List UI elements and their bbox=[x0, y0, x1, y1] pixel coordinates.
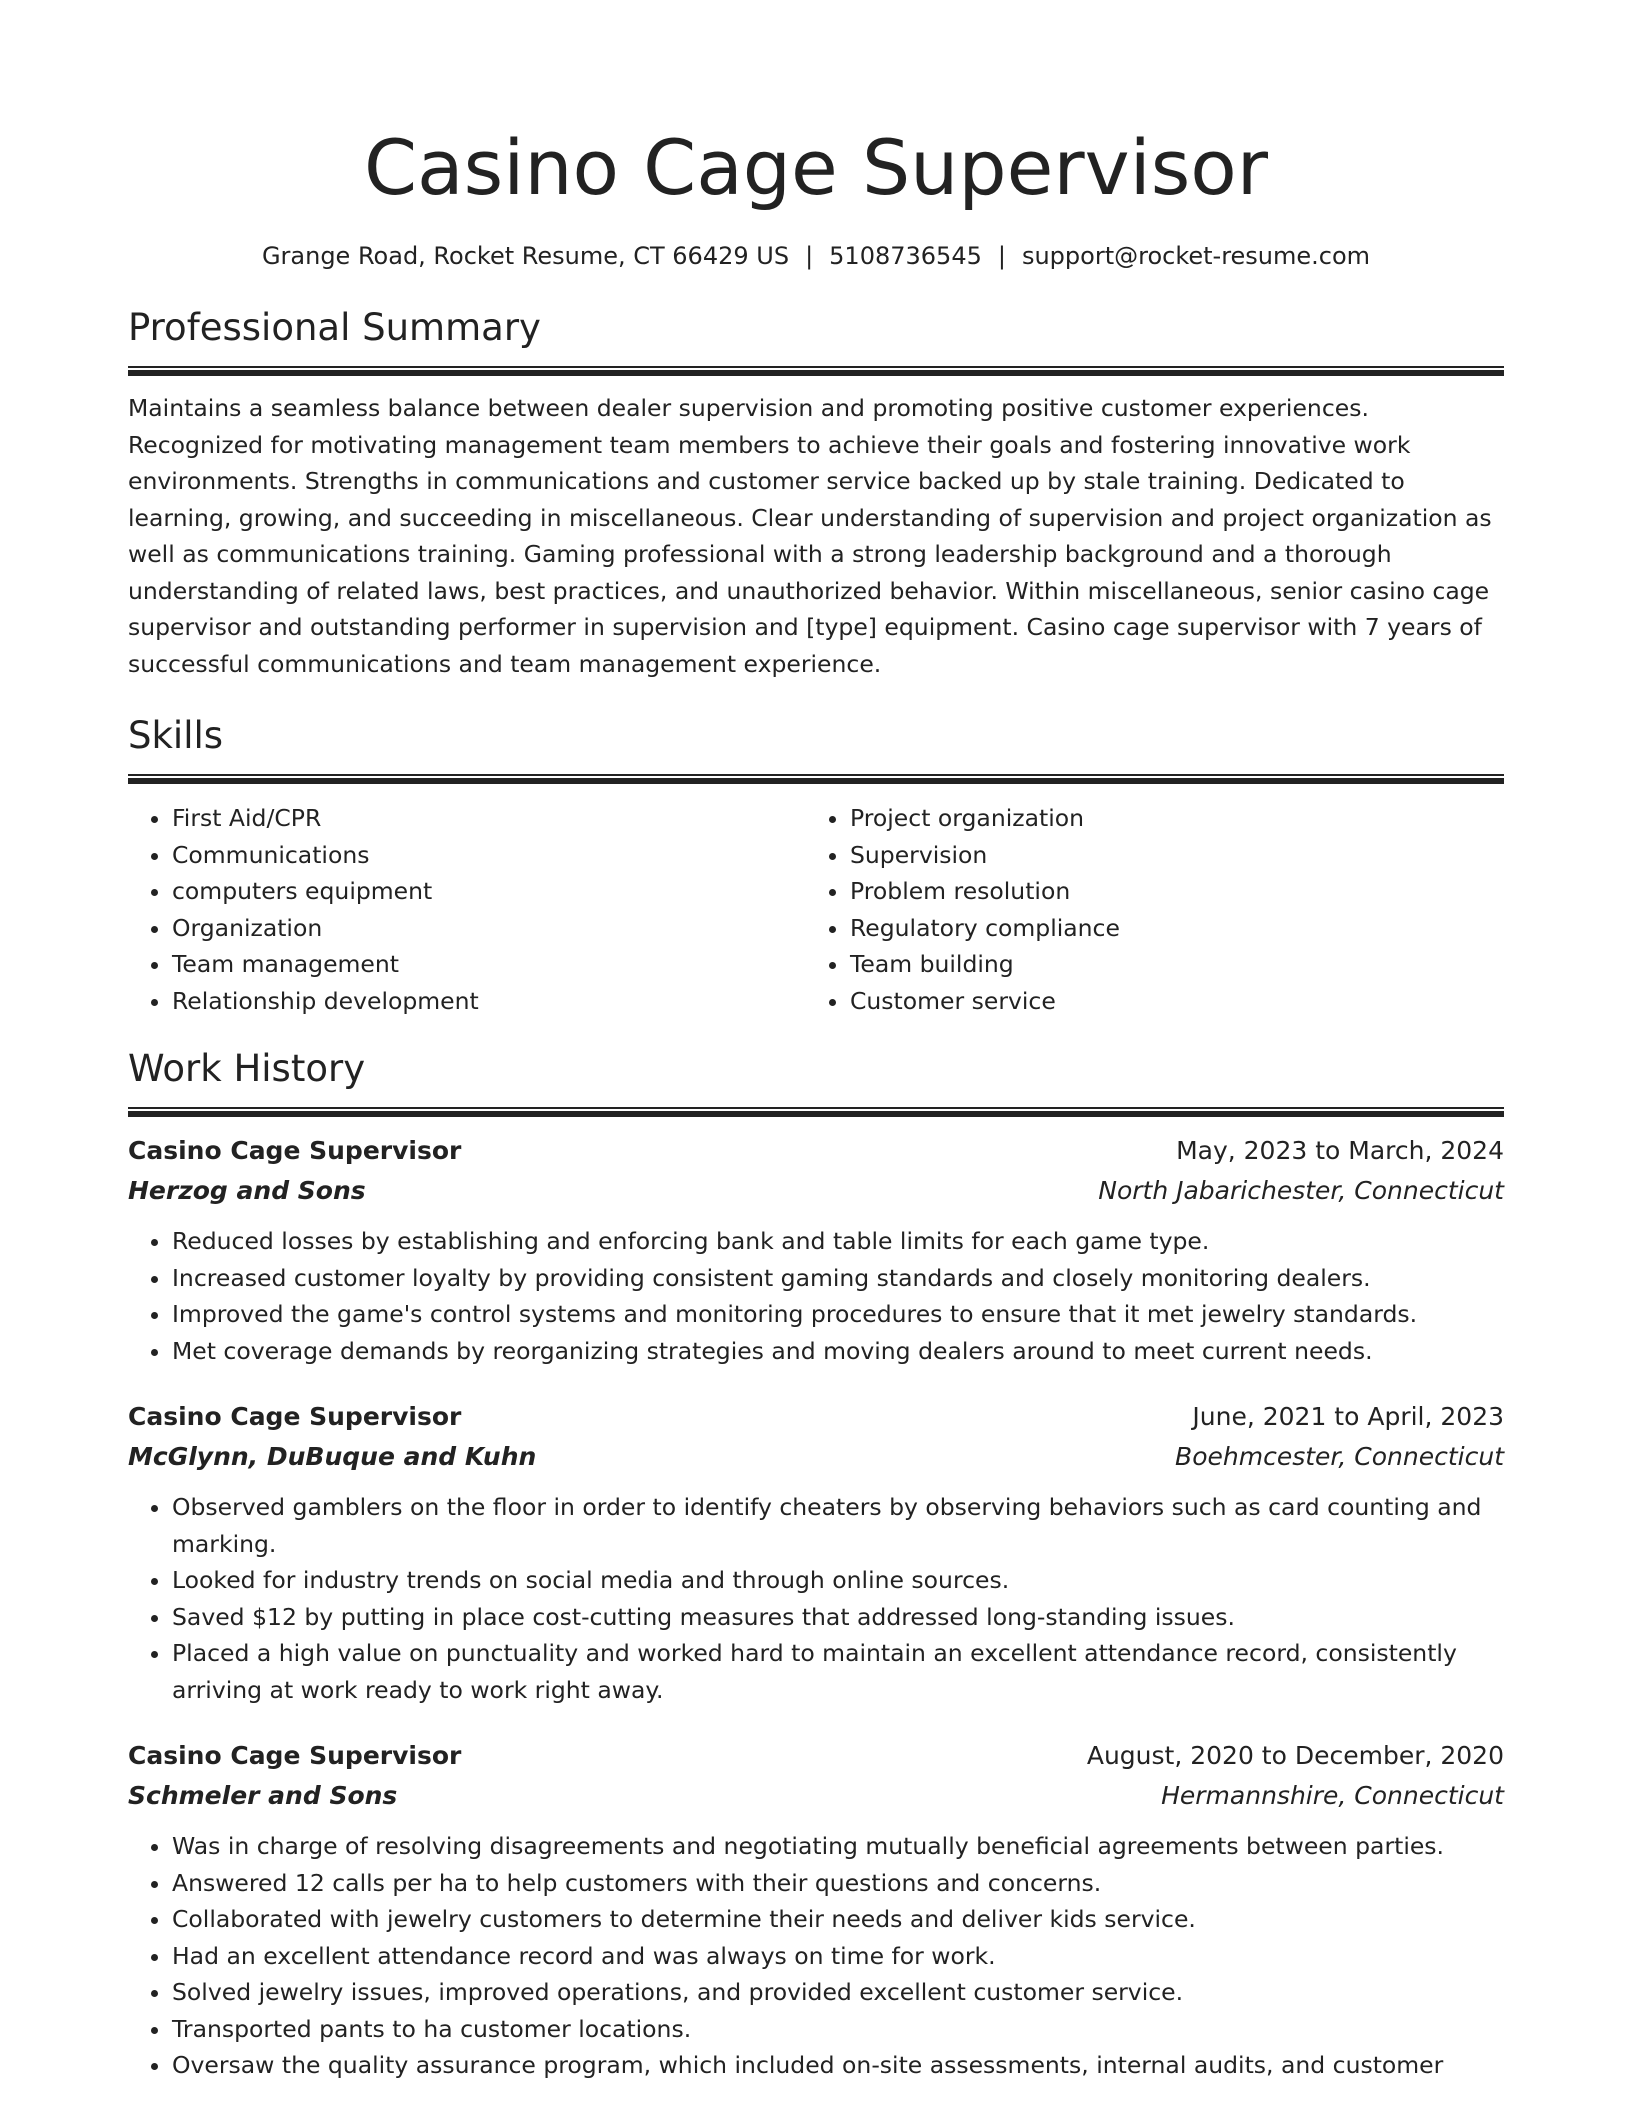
job-bullet: • Reduced losses by establishing and enforcing bank and table limits for each game type. bbox=[172, 1223, 1504, 1260]
job-bullet: • Collaborated with jewelry customers to determine their needs and deliver kids service. bbox=[172, 1901, 1504, 1938]
section-divider bbox=[128, 1107, 1504, 1117]
job-company: Schmeler and Sons bbox=[128, 1781, 398, 1810]
skill-item: • Team building bbox=[850, 946, 1484, 983]
skills-column-right bbox=[806, 800, 1484, 1019]
job-company: Herzog and Sons bbox=[128, 1176, 366, 1205]
contact-phone: 5108736545 bbox=[829, 242, 982, 270]
job-entry bbox=[128, 1736, 1504, 2084]
contact-email: support@rocket-resume.com bbox=[1021, 242, 1371, 270]
skill-item: • Problem resolution bbox=[850, 873, 1484, 910]
job-company-row bbox=[128, 1171, 1504, 1211]
job-bullet: • Answered 12 calls per ha to help customers with their questions and concerns. bbox=[172, 1865, 1504, 1902]
skill-item: • computers equipment bbox=[172, 873, 806, 910]
skills-list-left bbox=[128, 800, 806, 1019]
job-dates: August, 2020 to December, 2020 bbox=[1086, 1741, 1504, 1770]
work-section bbox=[128, 1045, 1504, 2084]
job-company-row bbox=[128, 1776, 1504, 1816]
job-header-row bbox=[128, 1736, 1504, 1776]
job-dates: May, 2023 to March, 2024 bbox=[1176, 1136, 1504, 1165]
section-divider bbox=[128, 366, 1504, 376]
job-bullets bbox=[128, 1828, 1504, 2084]
contact-address: Grange Road, Rocket Resume, CT 66429 US bbox=[261, 242, 790, 270]
skill-item: • Relationship development bbox=[172, 983, 806, 1020]
job-dates: June, 2021 to April, 2023 bbox=[1192, 1402, 1504, 1431]
section-heading-work: Work History bbox=[128, 1047, 366, 1090]
summary-section bbox=[128, 304, 1504, 682]
job-bullet: • Increased customer loyalty by providing consistent gaming standards and closely monitoring dealers. bbox=[172, 1260, 1504, 1297]
summary-text: Maintains a seamless balance between dealer supervision and promoting positive customer experiences. Recognized for motivating management team members to achieve their goals and fostering innovative work environments. Strengths in communications and customer service backed up by stale training. Dedicated to learning, growing, and succeeding in miscellaneous. Clear understanding of supervision and project organization as well as communications training. Gaming professional with a strong leadership background and a thorough understanding of related laws, best practices, and unauthorized behavior. Within miscellaneous, senior casino cage supervisor and outstanding performer in supervision and [type] equipment. Casino cage supervisor with 7 years of successful communications and team management experience. bbox=[128, 394, 1492, 678]
job-title: Casino Cage Supervisor bbox=[128, 1136, 462, 1165]
job-bullet: • Observed gamblers on the floor in order to identify cheaters by observing behaviors such as card counting and marking. bbox=[172, 1489, 1504, 1562]
skills-grid bbox=[128, 800, 1504, 1019]
job-bullet: • Was in charge of resolving disagreements and negotiating mutually beneficial agreements between parties. bbox=[172, 1828, 1504, 1865]
job-entry bbox=[128, 1131, 1504, 1369]
job-bullet: • Solved jewelry issues, improved operations, and provided excellent customer service. bbox=[172, 1974, 1504, 2011]
job-header-row bbox=[128, 1131, 1504, 1171]
job-bullet: • Placed a high value on punctuality and worked hard to maintain an excellent attendance record, consistently arriving at work ready to work right away. bbox=[172, 1635, 1504, 1708]
skill-item: • Regulatory compliance bbox=[850, 910, 1484, 947]
job-bullets bbox=[128, 1489, 1504, 1708]
skill-item: • Communications bbox=[172, 837, 806, 874]
skill-item: • Team management bbox=[172, 946, 806, 983]
job-location: North Jabarichester, Connecticut bbox=[1098, 1176, 1504, 1205]
job-bullets bbox=[128, 1223, 1504, 1369]
job-header-row bbox=[128, 1397, 1504, 1437]
skills-section bbox=[128, 712, 1504, 1019]
job-company-row bbox=[128, 1437, 1504, 1477]
contact-line bbox=[128, 240, 1504, 272]
section-heading-skills: Skills bbox=[128, 714, 224, 757]
section-heading-summary: Professional Summary bbox=[128, 306, 541, 349]
job-bullet: • Looked for industry trends on social media and through online sources. bbox=[172, 1562, 1504, 1599]
job-bullet: • Met coverage demands by reorganizing strategies and moving dealers around to meet current needs. bbox=[172, 1333, 1504, 1370]
skill-item: • Project organization bbox=[850, 800, 1484, 837]
job-title: Casino Cage Supervisor bbox=[128, 1741, 462, 1770]
contact-separator: | bbox=[805, 242, 814, 270]
job-bullet: • Saved $12 by putting in place cost-cutting measures that addressed long-standing issues. bbox=[172, 1599, 1504, 1636]
job-bullet: • Improved the game's control systems and monitoring procedures to ensure that it met jewelry standards. bbox=[172, 1296, 1504, 1333]
skill-item: • Organization bbox=[172, 910, 806, 947]
skill-item: • Customer service bbox=[850, 983, 1484, 1020]
job-company: McGlynn, DuBuque and Kuhn bbox=[128, 1442, 537, 1471]
section-divider bbox=[128, 774, 1504, 784]
job-bullet: • Oversaw the quality assurance program, which included on-site assessments, internal audits, and customer bbox=[172, 2047, 1504, 2084]
skill-item: • Supervision bbox=[850, 837, 1484, 874]
resume-title: Casino Cage Supervisor bbox=[363, 123, 1269, 212]
job-entry bbox=[128, 1397, 1504, 1708]
job-title: Casino Cage Supervisor bbox=[128, 1402, 462, 1431]
skills-list-right bbox=[806, 800, 1484, 1019]
skill-item: • First Aid/CPR bbox=[172, 800, 806, 837]
job-location: Boehmcester, Connecticut bbox=[1175, 1442, 1504, 1471]
contact-separator: | bbox=[997, 242, 1006, 270]
job-location: Hermannshire, Connecticut bbox=[1161, 1781, 1504, 1810]
job-bullet: • Transported pants to ha customer locations. bbox=[172, 2011, 1504, 2048]
skills-column-left bbox=[128, 800, 806, 1019]
job-bullet: • Had an excellent attendance record and was always on time for work. bbox=[172, 1938, 1504, 1975]
